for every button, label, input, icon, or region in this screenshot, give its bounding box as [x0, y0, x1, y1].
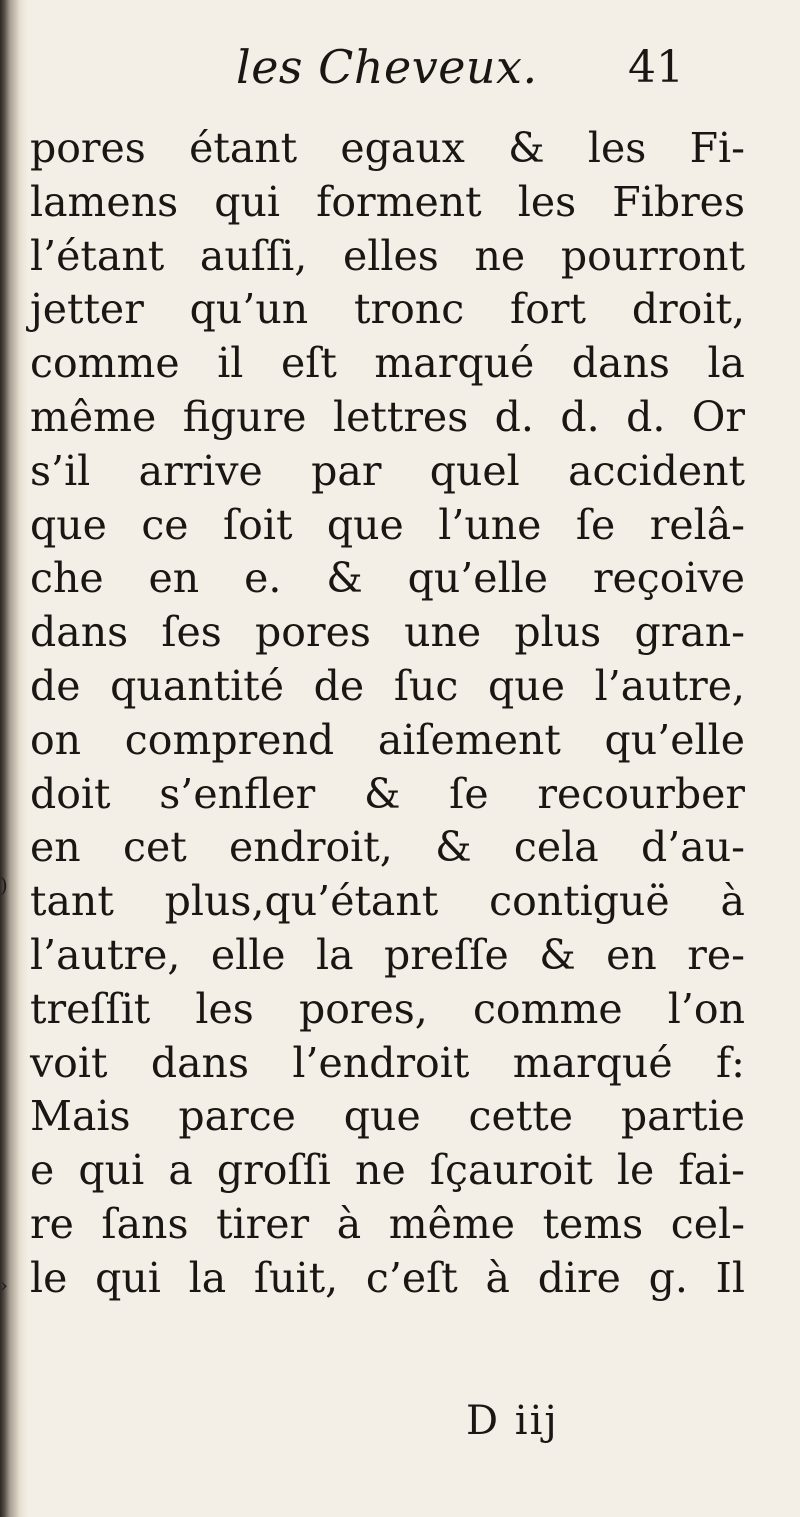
- gutter-mark: ): [0, 873, 8, 897]
- text-line: dans ſes pores une plus gran-: [30, 608, 745, 657]
- body-text: [30, 122, 745, 1306]
- text-line: que ce ſoit que l’une ſe relâ-: [30, 500, 745, 549]
- text-line: doit s’enfler & ſe recourber: [30, 769, 745, 818]
- gutter-mark: ›: [0, 1273, 8, 1297]
- text-line: re ſans tirer à même tems cel-: [30, 1199, 745, 1248]
- running-head-title: les Cheveux.: [236, 40, 538, 94]
- text-line: e qui a groſſi ne ſçauroit le fai-: [30, 1146, 745, 1195]
- text-line: l’étant auſſi, elles ne pourront: [30, 231, 745, 280]
- text-line: jetter qu’un tronc fort droit,: [30, 285, 745, 334]
- text-line: s’il arrive par quel accident: [30, 446, 745, 495]
- text-line: en cet endroit, & cela d’au-: [30, 823, 745, 872]
- text-line: lamens qui forment les Fibres: [30, 177, 745, 226]
- text-line: pores étant egaux & les Fi-: [30, 124, 745, 172]
- text-line: l’autre, elle la preſſe & en re-: [30, 930, 745, 979]
- text-line: comme il eſt marqué dans la: [30, 339, 745, 388]
- text-line: che en e. & qu’elle reçoive: [30, 554, 745, 603]
- text-line: même figure lettres d. d. d. Or: [30, 392, 745, 441]
- text-line: le qui la ſuit, c’eſt à dire g. Il: [30, 1253, 745, 1302]
- text-line: on comprend aiſement qu’elle: [30, 715, 745, 764]
- text-line: Mais parce que cette partie: [30, 1092, 745, 1141]
- running-head: [0, 40, 800, 110]
- text-line: treſſit les pores, comme l’on: [30, 984, 745, 1033]
- signature-mark: D iij: [466, 1398, 559, 1444]
- page-number: 41: [628, 42, 684, 93]
- text-line: tant plus,qu’étant contiguë à: [30, 877, 745, 926]
- text-line: voit dans l’endroit marqué f:: [30, 1038, 745, 1087]
- text-line: de quantité de ſuc que l’autre,: [30, 661, 745, 710]
